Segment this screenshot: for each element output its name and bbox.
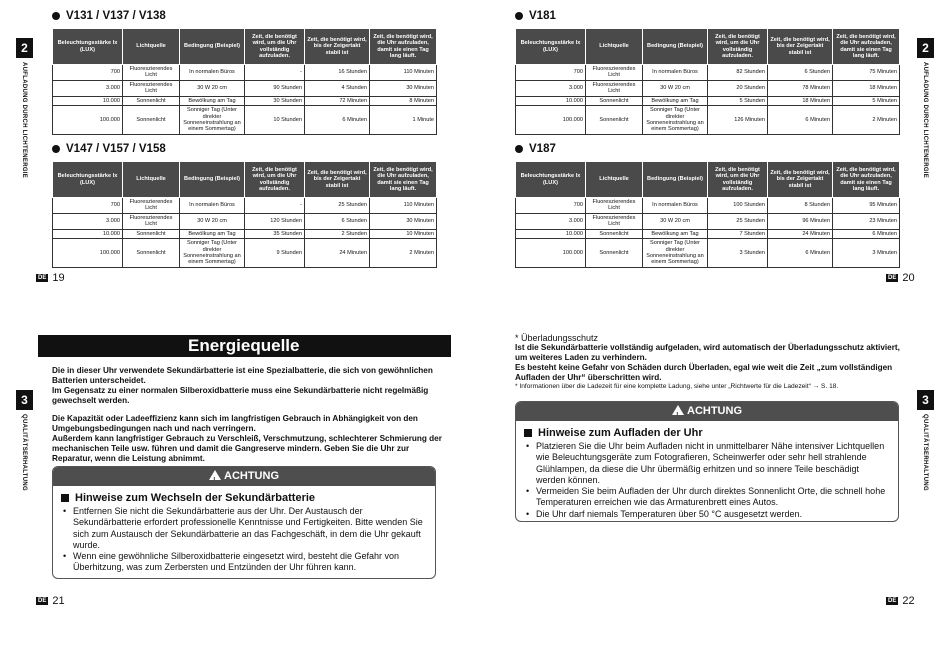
table-cell: 20 Stunden: [708, 80, 768, 96]
column-header: Zeit, die benötigt wird, bis der Zeigertakt stabil ist: [768, 162, 833, 198]
column-header: Beleuchtungsstärke lx (LUX): [53, 162, 123, 198]
table-cell: Bewölkung am Tag: [643, 229, 708, 238]
table-row: [53, 239, 437, 268]
table-cell: Bewölkung am Tag: [180, 229, 245, 238]
table-row: [516, 65, 900, 81]
column-header: Zeit, die benötigt wird, bis der Zeigertakt stabil ist: [768, 29, 833, 65]
table-cell: Sonnenlicht: [123, 239, 180, 268]
table-cell: 110 Minuten: [370, 65, 437, 81]
table-cell: Sonniger Tag (Unter direkter Sonneneinstrahlung an einem Sommertag): [643, 106, 708, 135]
table-cell: 25 Stunden: [708, 213, 768, 229]
table-cell: 3.000: [53, 213, 123, 229]
table-cell: Sonnenlicht: [586, 106, 643, 135]
table-cell: 10 Stunden: [245, 106, 305, 135]
table-row: [53, 229, 437, 238]
table-cell: 10.000: [516, 229, 586, 238]
bullet-dot-icon: [515, 145, 523, 153]
energy-para-4: Außerdem kann langfristiger Gebrauch zu Verschleiß, Verschmutzung, schlechterer Schmierung der mechanischen Teile usw. führen und damit die Gangreserve mindern. Geben Sie die Uhr zur Reparatur, wenn die Leistung abnimmt.: [52, 434, 442, 463]
list-item: • Entfernen Sie nicht die Sekundärbatterie aus der Uhr. Der Austausch der Sekundärbatterie erfordert professionelle Kenntnisse und Fertigkeiten. Bitte wenden Sie sich zum Austausch der Sekundärbatterie an das Fachgeschäft, in dem die Uhr gekauft wurde.: [63, 506, 425, 551]
column-header: Zeit, die benötigt wird, um die Uhr vollständig aufzuladen.: [708, 162, 768, 198]
table-cell: 126 Minuten: [708, 106, 768, 135]
table-header-row: [53, 29, 437, 65]
table-cell: 3 Stunden: [708, 239, 768, 268]
column-header: Beleuchtungsstärke lx (LUX): [516, 162, 586, 198]
section-band-energiequelle: Energiequelle: [38, 335, 451, 357]
table-cell: Sonnenlicht: [586, 96, 643, 105]
table-cell: Sonnenlicht: [586, 229, 643, 238]
table-cell: 25 Stunden: [305, 198, 370, 214]
caution-header: [53, 467, 435, 486]
page-num: 20: [902, 272, 915, 284]
page-number-21: [36, 595, 65, 607]
table-row: [516, 96, 900, 105]
table-cell: 5 Minuten: [833, 96, 900, 105]
column-header: Lichtquelle: [123, 29, 180, 65]
page-number-19: [36, 272, 65, 284]
table-cell: 10.000: [53, 96, 123, 105]
table-cell: 4 Stunden: [305, 80, 370, 96]
warning-icon: [672, 405, 684, 415]
spec-table-v147: [52, 161, 437, 268]
table-cell: 18 Minuten: [768, 96, 833, 105]
table-cell: Fluoreszierendes Licht: [586, 65, 643, 81]
table-cell: 100.000: [53, 239, 123, 268]
table-cell: 100.000: [516, 106, 586, 135]
table-cell: 2 Minuten: [833, 106, 900, 135]
table-cell: Sonniger Tag (Unter direkter Sonneneinstrahlung an einem Sommertag): [643, 239, 708, 268]
table-cell: 6 Minuten: [768, 239, 833, 268]
table-row: [516, 106, 900, 135]
caution-header-text: ACHTUNG: [224, 470, 279, 482]
table-cell: 35 Stunden: [245, 229, 305, 238]
table-cell: Bewölkung am Tag: [180, 96, 245, 105]
table-cell: 30 Stunden: [245, 96, 305, 105]
table-cell: 18 Minuten: [833, 80, 900, 96]
table-row: [516, 198, 900, 214]
table-title-v181: V181: [515, 10, 556, 22]
table-cell: 8 Stunden: [768, 198, 833, 214]
table-cell: In normalen Büros: [643, 65, 708, 81]
column-header: Bedingung (Beispiel): [643, 162, 708, 198]
table-cell: 700: [516, 65, 586, 81]
column-header: Lichtquelle: [586, 29, 643, 65]
bullet-dot-icon: [52, 12, 60, 20]
caution-subtitle: [516, 421, 898, 441]
column-header: Bedingung (Beispiel): [180, 162, 245, 198]
table-row: [53, 213, 437, 229]
table-cell: 3.000: [516, 80, 586, 96]
table-cell: 6 Stunden: [305, 213, 370, 229]
overcharge-note: * Informationen über die Ladezeit für eine komplette Ladung, siehe unter „Richtwerte für die Ladezeit“ → S. 18.: [515, 383, 839, 390]
table-cell: 16 Stunden: [305, 65, 370, 81]
spec-table-v187: [515, 161, 900, 268]
table-cell: 120 Stunden: [245, 213, 305, 229]
chapter-label-left-3: QUALITÄTSERHALTUNG: [21, 414, 27, 491]
table-cell: 100.000: [53, 106, 123, 135]
lang-badge: DE: [38, 598, 47, 604]
table-cell: Sonnenlicht: [123, 106, 180, 135]
energy-para-2: Im Gegensatz zu einer normalen Silberoxidbatterie muss eine Sekundärbatterie nicht regelmäßig gewechselt werden.: [52, 386, 429, 405]
column-header: Zeit, die benötigt wird, bis der Zeigertakt stabil ist: [305, 162, 370, 198]
square-bullet-icon: [61, 494, 69, 502]
table-row: [53, 106, 437, 135]
table-cell: 30 W 20 cm: [180, 213, 245, 229]
table-cell: Fluoreszierendes Licht: [586, 80, 643, 96]
table-cell: Fluoreszierendes Licht: [123, 65, 180, 81]
energy-para-1: Die in dieser Uhr verwendete Sekundärbatterie ist eine Spezialbatterie, die sich von gewöhnlichen Batterien unterscheidet.: [52, 366, 433, 385]
caution-subtitle: [53, 486, 435, 506]
table-cell: 10 Minuten: [370, 229, 437, 238]
table-cell: 10.000: [53, 229, 123, 238]
table-cell: 90 Stunden: [245, 80, 305, 96]
list-item: • Wenn eine gewöhnliche Silberoxidbatterie eingesetzt wird, besteht die Gefahr von Überhitzung, was zum Zerbersten und Entzünden der Uhr führen kann.: [63, 551, 425, 574]
spec-table-v181: [515, 28, 900, 135]
caution-box-charging: [515, 401, 899, 522]
table-title-v131: V131 / V137 / V138: [52, 10, 166, 22]
table-cell: 7 Stunden: [708, 229, 768, 238]
table-header-row: [516, 29, 900, 65]
table-cell: 10.000: [516, 96, 586, 105]
energy-para-3: Die Kapazität oder Ladeeffizienz kann sich im langfristigen Gebrauch in Abhängigkeit von den Umgebungsbedingungen nach und nach verringern.: [52, 414, 418, 433]
caution-header-text: ACHTUNG: [687, 405, 742, 417]
table-row: [516, 229, 900, 238]
table-cell: Sonniger Tag (Unter direkter Sonneneinstrahlung an einem Sommertag): [180, 239, 245, 268]
table-title-v147: V147 / V157 / V158: [52, 143, 166, 155]
energy-text: [52, 366, 442, 464]
table-cell: 700: [53, 65, 123, 81]
overcharge-line-1: Ist die Sekundärbatterie vollständig aufgeladen, wird automatisch der Überladungsschutz aktiviert, um weiteres Laden zu verhindern.: [515, 343, 900, 362]
table-header-row: [516, 162, 900, 198]
table-cell: 3.000: [53, 80, 123, 96]
table-cell: Fluoreszierendes Licht: [123, 213, 180, 229]
column-header: Zeit, die benötigt wird, bis der Zeigertakt stabil ist: [305, 29, 370, 65]
table-row: [516, 213, 900, 229]
column-header: Zeit, die benötigt wird, die Uhr aufzuladen, damit sie einen Tag lang läuft.: [833, 29, 900, 65]
table-cell: 24 Minuten: [305, 239, 370, 268]
list-item: • Platzieren Sie die Uhr beim Aufladen nicht in unmittelbarer Nähe intensiver Lichtquellen wie Beleuchtungsgeräte zum Fotografieren, Scheinwerfer oder sehr hell strahlende Glühlampen, da diese die Uhr übermäßig erhitzen und so innere Teile beschädigt werden können.: [526, 441, 888, 486]
caution-subtitle-text: Hinweise zum Wechseln der Sekundärbatterie: [75, 492, 316, 504]
table-cell: -: [245, 198, 305, 214]
bullet-dot-icon: [515, 12, 523, 20]
table-row: [53, 80, 437, 96]
table-row: [53, 96, 437, 105]
table-cell: Sonnenlicht: [586, 239, 643, 268]
table-cell: 3.000: [516, 213, 586, 229]
chapter-tab-left-3: 3: [16, 390, 33, 410]
table-cell: 30 Minuten: [370, 80, 437, 96]
table-cell: 30 W 20 cm: [643, 213, 708, 229]
column-header: Zeit, die benötigt wird, die Uhr aufzuladen, damit sie einen Tag lang läuft.: [370, 162, 437, 198]
square-bullet-icon: [524, 429, 532, 437]
column-header: Lichtquelle: [586, 162, 643, 198]
table-cell: 2 Stunden: [305, 229, 370, 238]
lang-badge: DE: [38, 275, 47, 281]
table-cell: 6 Stunden: [768, 65, 833, 81]
table-cell: 8 Minuten: [370, 96, 437, 105]
column-header: Zeit, die benötigt wird, um die Uhr vollständig aufzuladen.: [245, 29, 305, 65]
chapter-tab-right-3: 3: [917, 390, 934, 410]
table-cell: 2 Minuten: [370, 239, 437, 268]
table-cell: 78 Minuten: [768, 80, 833, 96]
table-cell: Fluoreszierendes Licht: [123, 80, 180, 96]
table-row: [516, 80, 900, 96]
list-item: • Vermeiden Sie beim Aufladen der Uhr durch direktes Sonnenlicht Orte, die schnell hohe Temperaturen erreichen wie das Armaturenbrett eines Autos.: [526, 486, 888, 509]
table-cell: 5 Stunden: [708, 96, 768, 105]
table-cell: Fluoreszierendes Licht: [123, 198, 180, 214]
chapter-label-right: AUFLADUNG DURCH LICHTENERGIE: [922, 62, 928, 179]
page-num: 21: [52, 595, 65, 607]
lang-badge: DE: [888, 275, 897, 281]
column-header: Bedingung (Beispiel): [180, 29, 245, 65]
table-row: [53, 198, 437, 214]
table-cell: 1 Minute: [370, 106, 437, 135]
table-cell: Fluoreszierendes Licht: [586, 213, 643, 229]
column-header: Zeit, die benötigt wird, die Uhr aufzuladen, damit sie einen Tag lang läuft.: [370, 29, 437, 65]
table-cell: 6 Minuten: [833, 229, 900, 238]
table-row: [516, 239, 900, 268]
column-header: Zeit, die benötigt wird, um die Uhr vollständig aufzuladen.: [708, 29, 768, 65]
chapter-label-right-3: QUALITÄTSERHALTUNG: [922, 414, 928, 491]
table-cell: 700: [516, 198, 586, 214]
table-title-v187: V187: [515, 143, 556, 155]
table-cell: Fluoreszierendes Licht: [586, 198, 643, 214]
overcharge-section: [515, 333, 905, 390]
caution-list: [516, 441, 898, 522]
table-cell: 24 Minuten: [768, 229, 833, 238]
table-cell: Sonnenlicht: [123, 96, 180, 105]
table-cell: 700: [53, 198, 123, 214]
table-cell: 72 Minuten: [305, 96, 370, 105]
page-num: 22: [902, 595, 915, 607]
page-number-20: [886, 272, 915, 284]
table-cell: 82 Stunden: [708, 65, 768, 81]
warning-icon: [209, 470, 221, 480]
lang-badge: DE: [888, 598, 897, 604]
caution-list: [53, 506, 435, 579]
table-cell: 6 Minuten: [305, 106, 370, 135]
table-cell: 110 Minuten: [370, 198, 437, 214]
table-row: [53, 65, 437, 81]
overcharge-heading: * Überladungsschutz: [515, 333, 599, 343]
table-cell: In normalen Büros: [643, 198, 708, 214]
table-cell: 30 Minuten: [370, 213, 437, 229]
overcharge-line-2: Es besteht keine Gefahr von Schäden durch Überladen, egal wie weit die Zeit „zum vollständigen Aufladen der Uhr“ überschritten wird.: [515, 363, 893, 382]
table-cell: Bewölkung am Tag: [643, 96, 708, 105]
column-header: Lichtquelle: [123, 162, 180, 198]
page-number-22: [886, 595, 915, 607]
column-header: Zeit, die benötigt wird, die Uhr aufzuladen, damit sie einen Tag lang läuft.: [833, 162, 900, 198]
table-cell: 3 Minuten: [833, 239, 900, 268]
bullet-dot-icon: [52, 145, 60, 153]
caution-subtitle-text: Hinweise zum Aufladen der Uhr: [538, 427, 703, 439]
chapter-tab-left: 2: [16, 38, 33, 58]
table-cell: 100.000: [516, 239, 586, 268]
page-num: 19: [52, 272, 65, 284]
table-cell: 75 Minuten: [833, 65, 900, 81]
column-header: Beleuchtungsstärke lx (LUX): [53, 29, 123, 65]
spec-table-v131: [52, 28, 437, 135]
table-cell: 23 Minuten: [833, 213, 900, 229]
table-cell: In normalen Büros: [180, 198, 245, 214]
table-header-row: [53, 162, 437, 198]
table-cell: 95 Minuten: [833, 198, 900, 214]
table-cell: 96 Minuten: [768, 213, 833, 229]
column-header: Bedingung (Beispiel): [643, 29, 708, 65]
table-cell: -: [245, 65, 305, 81]
caution-box-battery: [52, 466, 436, 579]
chapter-tab-right: 2: [917, 38, 934, 58]
table-cell: 30 W 20 cm: [180, 80, 245, 96]
table-cell: 100 Stunden: [708, 198, 768, 214]
table-cell: 30 W 20 cm: [643, 80, 708, 96]
table-cell: Sonniger Tag (Unter direkter Sonneneinstrahlung an einem Sommertag): [180, 106, 245, 135]
table-cell: 9 Stunden: [245, 239, 305, 268]
table-cell: 6 Minuten: [768, 106, 833, 135]
table-cell: Sonnenlicht: [123, 229, 180, 238]
column-header: Zeit, die benötigt wird, um die Uhr vollständig aufzuladen.: [245, 162, 305, 198]
caution-header: [516, 402, 898, 421]
list-item: • Die Uhr darf niemals Temperaturen über 50 °C ausgesetzt werden.: [526, 509, 888, 520]
table-cell: In normalen Büros: [180, 65, 245, 81]
chapter-label-left: AUFLADUNG DURCH LICHTENERGIE: [21, 62, 27, 179]
column-header: Beleuchtungsstärke lx (LUX): [516, 29, 586, 65]
